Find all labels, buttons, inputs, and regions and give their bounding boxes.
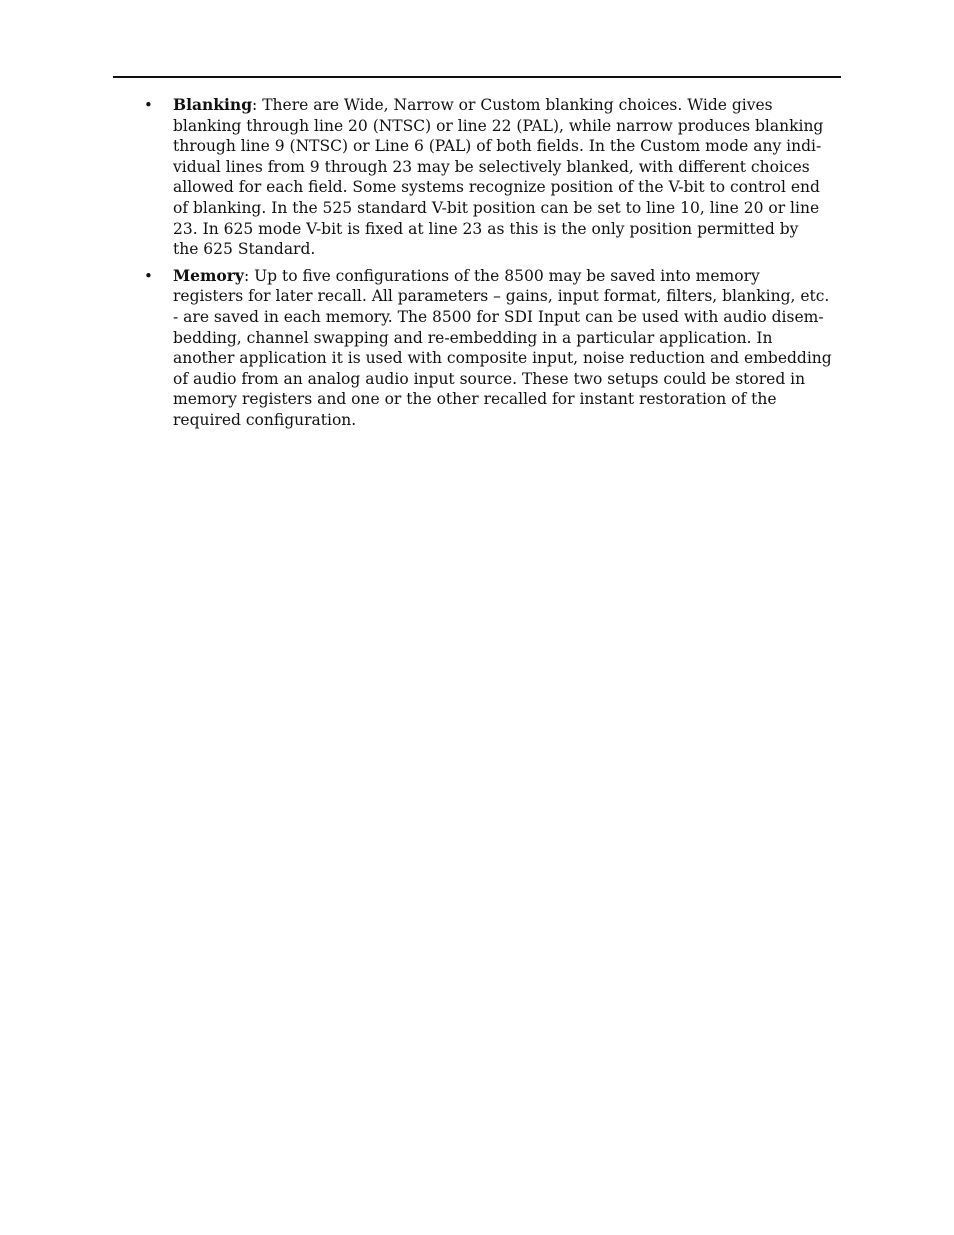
item-line: allowed for each field. Some systems recognize position of the V-bit to control end bbox=[173, 178, 820, 197]
item-line: memory registers and one or the other recalled for instant restoration of the bbox=[173, 390, 777, 409]
header-rule bbox=[113, 76, 841, 78]
list-item-memory bbox=[142, 266, 842, 431]
list-item-blanking bbox=[142, 95, 842, 260]
item-line: another application it is used with composite input, noise reduction and embedding bbox=[173, 349, 832, 368]
bullet-icon: • bbox=[144, 96, 153, 114]
item-line bbox=[173, 95, 842, 116]
item-line: the 625 Standard. bbox=[173, 240, 316, 259]
feature-list bbox=[142, 95, 842, 437]
item-line: 23. In 625 mode V-bit is fixed at line 23 as this is the only position permitted by bbox=[173, 219, 799, 238]
item-text: : There are Wide, Narrow or Custom blanking choices. Wide gives bbox=[252, 96, 773, 114]
item-term: Blanking bbox=[173, 95, 253, 114]
item-text: : Up to five configurations of the 8500 may be saved into memory bbox=[243, 266, 760, 285]
item-line: vidual lines from 9 through 23 may be selectively blanked, with different choices bbox=[173, 157, 810, 176]
item-line: through line 9 (NTSC) or Line 6 (PAL) of both fields. In the Custom mode any indi- bbox=[173, 137, 822, 156]
item-line: registers for later recall. All parameters – gains, input format, filters, blanking, etc. bbox=[173, 287, 830, 306]
item-line bbox=[173, 266, 842, 287]
item-line: blanking through line 20 (NTSC) or line 22 (PAL), while narrow produces blanking bbox=[173, 116, 824, 135]
item-line: of audio from an analog audio input source. These two setups could be stored in bbox=[173, 369, 806, 388]
item-line: of blanking. In the 525 standard V-bit position can be set to line 10, line 20 or line bbox=[173, 198, 820, 217]
item-line: bedding, channel swapping and re-embedding in a particular application. In bbox=[173, 328, 773, 347]
bullet-icon: • bbox=[144, 266, 153, 285]
item-line: - are saved in each memory. The 8500 for SDI Input can be used with audio disem- bbox=[173, 307, 824, 326]
item-line: required configuration. bbox=[173, 410, 357, 429]
item-term: Memory bbox=[173, 265, 244, 285]
